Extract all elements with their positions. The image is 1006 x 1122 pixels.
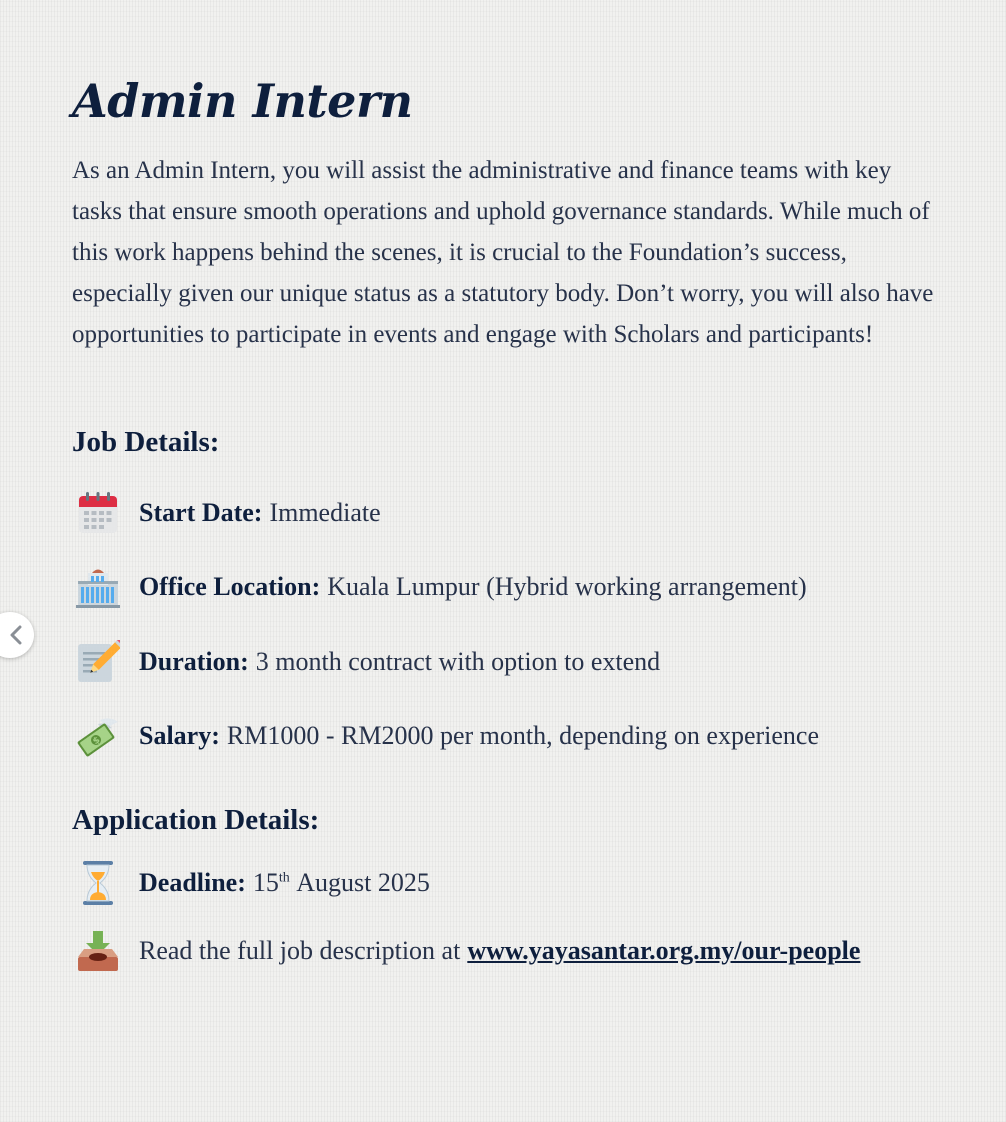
job-description-link[interactable]: www.yayasantar.org.my/our-people	[467, 936, 861, 965]
salary-label: Salary:	[139, 721, 220, 750]
deadline-row	[76, 860, 430, 906]
carousel-prev-button[interactable]	[0, 612, 34, 658]
hourglass-icon	[76, 860, 120, 906]
office-location-label: Office Location:	[139, 572, 321, 601]
salary-row	[76, 713, 819, 759]
inbox-download-icon	[76, 928, 120, 974]
read-more-text: Read the full job description at	[139, 936, 461, 965]
office-location-value: Kuala Lumpur (Hybrid working arrangement)	[327, 572, 807, 601]
deadline-value	[253, 865, 430, 901]
duration-label: Duration:	[139, 647, 249, 676]
deadline-label: Deadline:	[139, 868, 246, 897]
start-date-label: Start Date:	[139, 498, 263, 527]
calendar-icon	[76, 490, 120, 536]
deadline-day: 15	[252, 868, 279, 897]
salary-value: RM1000 - RM2000 per month, depending on experience	[226, 721, 819, 750]
money-wings-icon	[76, 713, 120, 759]
intro-paragraph: As an Admin Intern, you will assist the administrative and finance teams with key tasks that ensure smooth operations and uphold governance standards. While much of this work happens behind the scenes, it is crucial to the Foundation’s success, especially given our unique status as a statutory body. Don’t worry, you will also have opportunities to participate in events and engage with Scholars and participants!	[72, 157, 934, 348]
application-details-heading: Application Details:	[72, 804, 320, 836]
start-date-value: Immediate	[269, 498, 381, 527]
chevron-left-icon	[9, 625, 23, 645]
post-content	[72, 70, 942, 965]
page-title: Admin Intern	[72, 74, 413, 128]
deadline-day-suffix: th	[278, 870, 290, 886]
duration-value: 3 month contract with option to extend	[255, 647, 661, 676]
office-location-row	[76, 564, 807, 610]
job-details-heading: Job Details:	[72, 426, 220, 458]
start-date-row	[76, 490, 381, 536]
office-building-icon	[76, 564, 120, 610]
svg-text:$: $	[91, 735, 103, 748]
memo-pencil-icon	[76, 639, 120, 685]
duration-row	[76, 639, 660, 685]
read-more-row	[76, 928, 860, 974]
deadline-month-year: August 2025	[296, 868, 430, 897]
